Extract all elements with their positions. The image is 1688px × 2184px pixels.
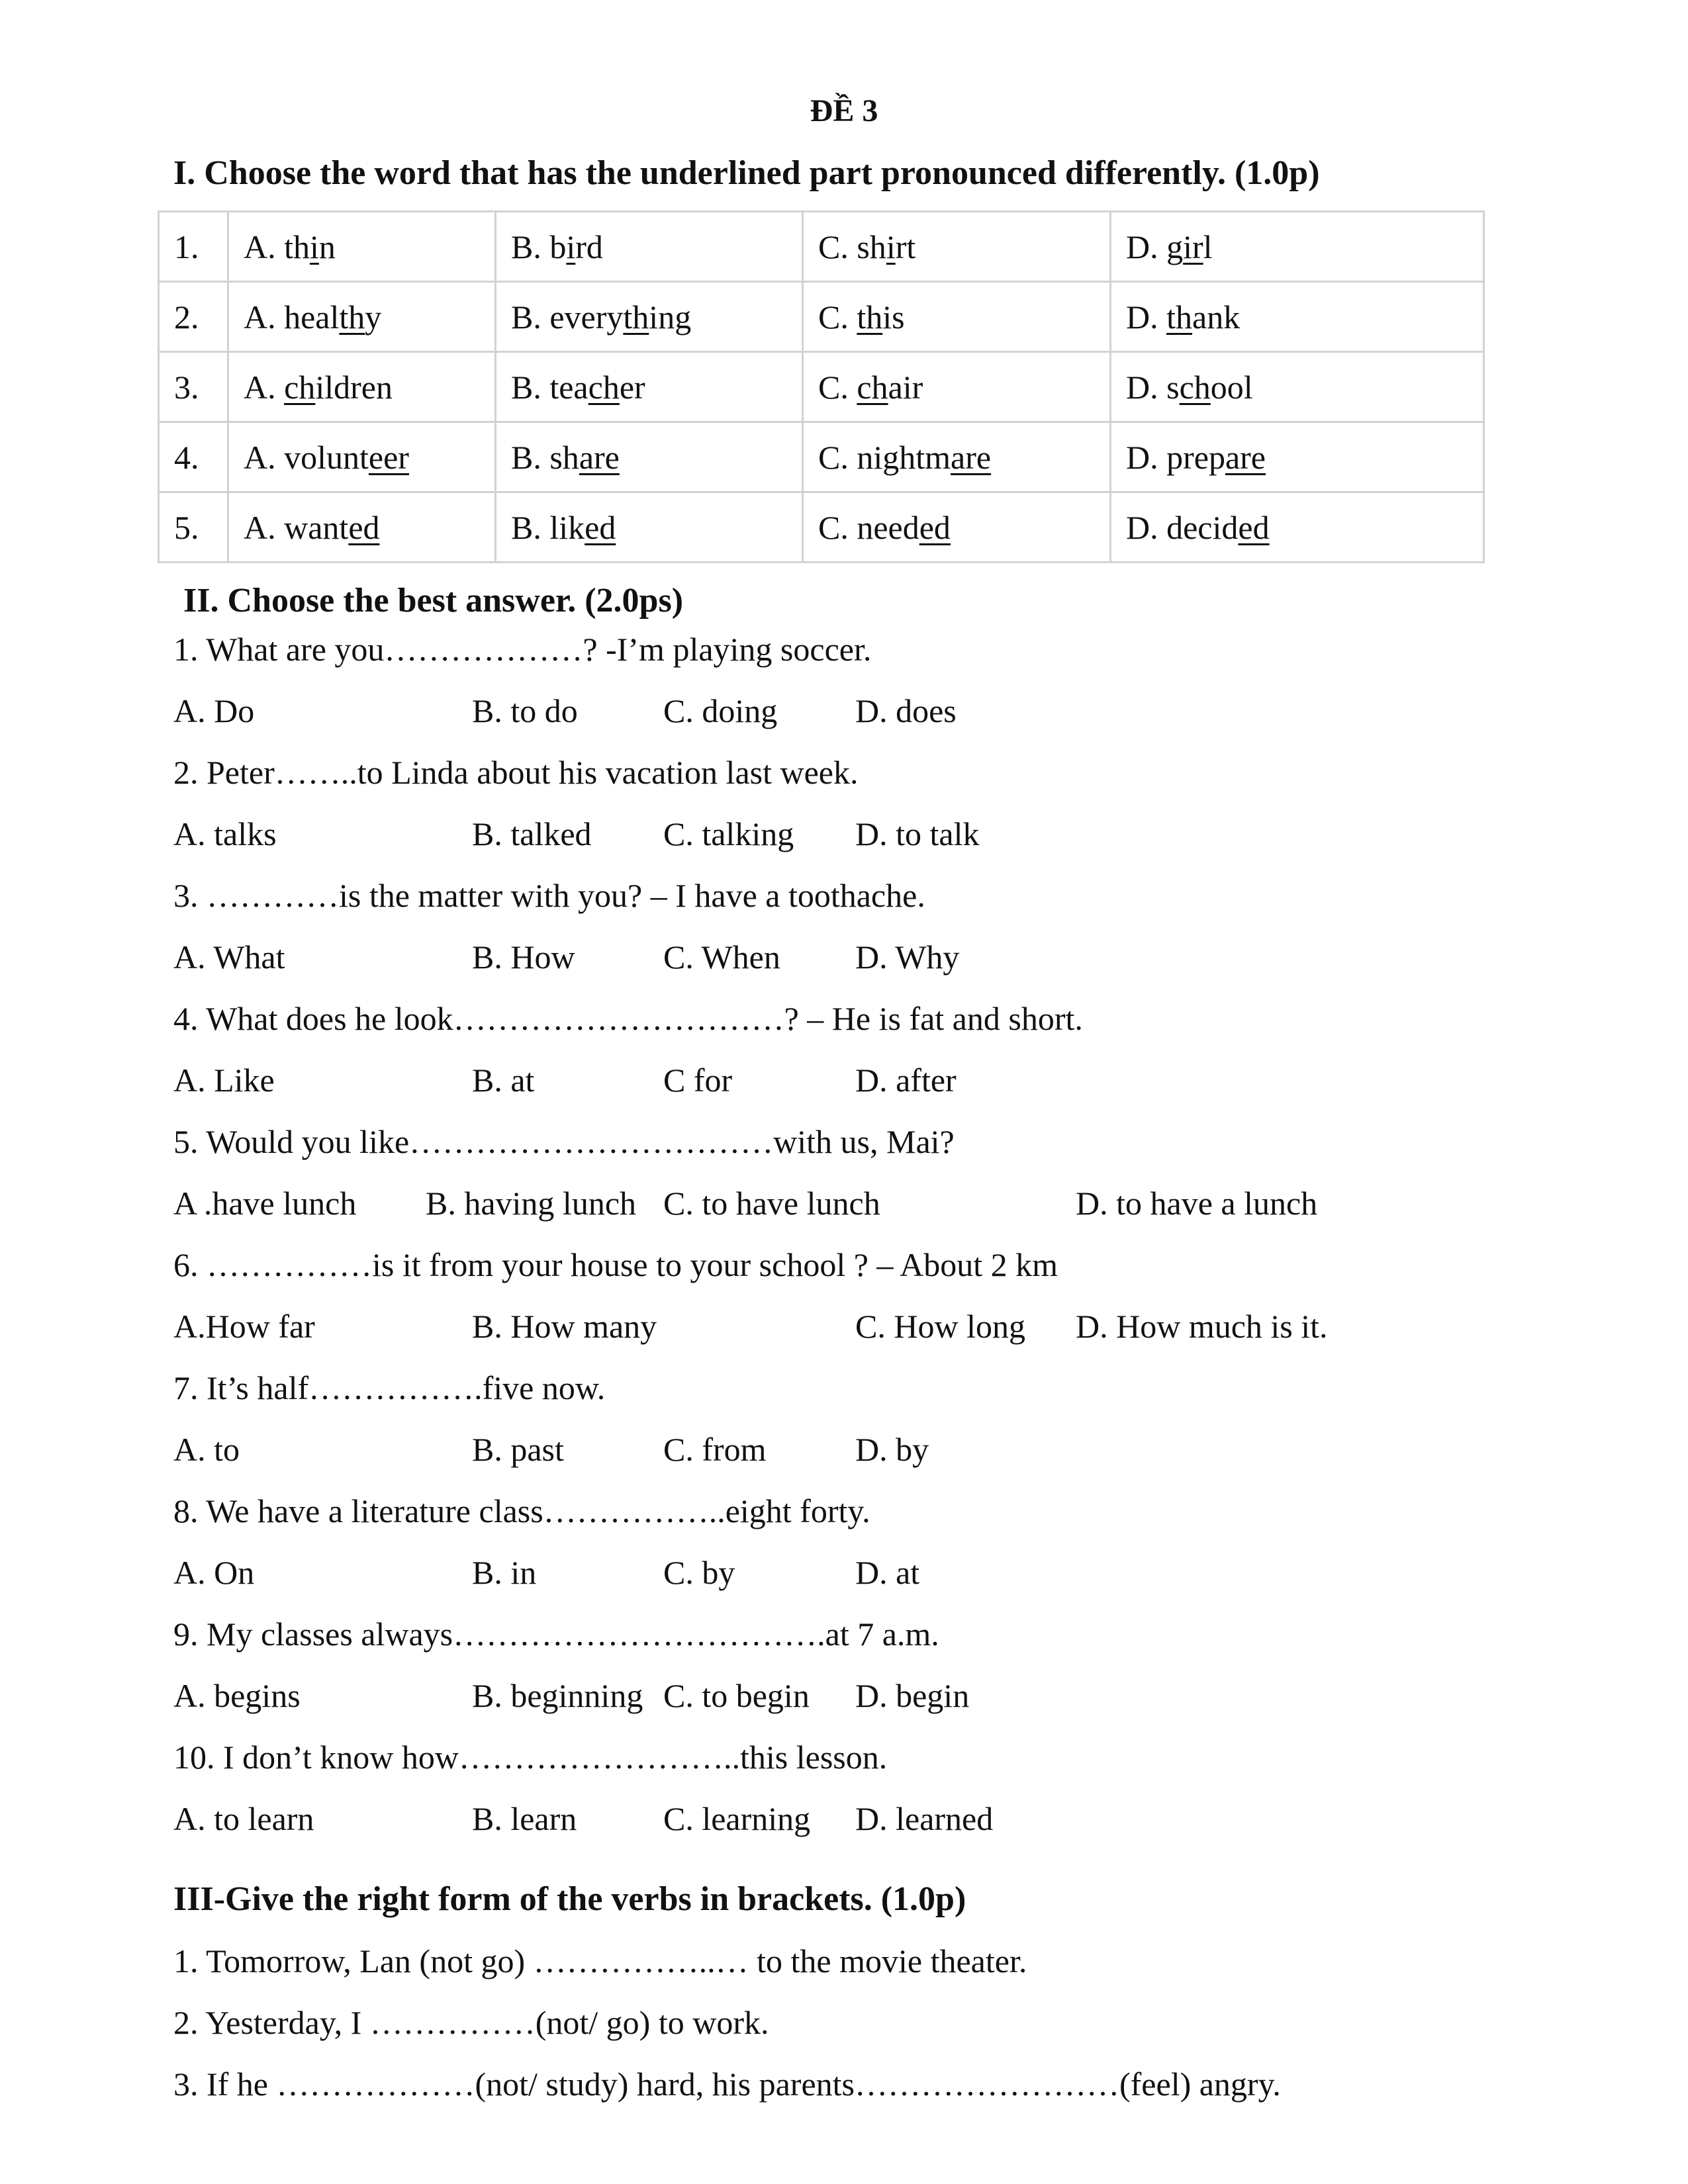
word-text: ool	[1210, 368, 1253, 406]
verb-exercise-item: 2. Yesterday, I ……………(not/ go) to work.	[173, 2004, 769, 2041]
word-text: C.	[818, 368, 857, 406]
answer-option-c: C. How long	[855, 1308, 1025, 1345]
word-option	[803, 212, 1111, 282]
underlined-part: are	[951, 438, 992, 476]
row-number: 4.	[159, 422, 228, 492]
word-text: D. prep	[1126, 438, 1225, 476]
word-text: l	[1203, 228, 1213, 265]
word-text: n	[318, 228, 336, 265]
underlined-part: i	[886, 228, 896, 265]
answer-option-b: B. in	[472, 1554, 537, 1591]
answer-option-a: A .have lunch	[173, 1185, 357, 1222]
word-option	[228, 422, 496, 492]
answer-option-a: A. talks	[173, 815, 277, 852]
word-text: rt	[895, 228, 916, 265]
question-text: 1. What are you………………? -I’m playing soccer.	[173, 631, 872, 668]
answer-option-c: C for	[663, 1062, 733, 1099]
answer-option-a: A. Like	[173, 1062, 275, 1099]
word-text: is	[882, 298, 905, 336]
underlined-part: ir	[1183, 228, 1203, 265]
answer-option-d: D. How much is it.	[1076, 1308, 1328, 1345]
word-text: C. need	[818, 508, 919, 546]
question-text: 6. ……………is it from your house to your school ? – About 2 km	[173, 1246, 1058, 1283]
answer-option-c: C. talking	[663, 815, 794, 852]
verb-exercise-item: 3. If he ………………(not/ study) hard, his parents……………………(feel) angry.	[173, 2066, 1281, 2103]
word-text: C.	[818, 298, 857, 336]
answer-option-a: A. to learn	[173, 1800, 314, 1837]
answer-option-d: D. by	[855, 1431, 929, 1468]
pronunciation-row	[159, 352, 1484, 422]
word-text: D.	[1126, 298, 1167, 336]
word-text: rd	[575, 228, 603, 265]
word-option	[228, 492, 496, 563]
word-text: ildren	[315, 368, 393, 406]
question-text: 5. Would you like……………………………with us, Mai?	[173, 1123, 955, 1160]
answer-option-a: A. Do	[173, 692, 255, 729]
underlined-part: ed	[1238, 508, 1270, 546]
underlined-part: th	[623, 298, 649, 336]
question-text: 3. …………is the matter with you? – I have a toothache.	[173, 877, 925, 914]
answer-option-d: D. to talk	[855, 815, 980, 852]
word-text: A. th	[244, 228, 310, 265]
underlined-part: eer	[368, 438, 409, 476]
word-option	[228, 352, 496, 422]
answer-option-c: C. When	[663, 938, 780, 976]
answer-option-a: A. to	[173, 1431, 240, 1468]
underlined-part: ed	[919, 508, 951, 546]
answer-option-d: D. at	[855, 1554, 920, 1591]
answer-option-c: C. to begin	[663, 1677, 810, 1714]
row-number: 2.	[159, 282, 228, 352]
answer-option-d: D. after	[855, 1062, 957, 1099]
word-option	[496, 492, 803, 563]
pronunciation-row	[159, 282, 1484, 352]
word-text: er	[619, 368, 645, 406]
underlined-part: i	[566, 228, 576, 265]
word-option	[1111, 212, 1484, 282]
answer-option-a: A.How far	[173, 1308, 315, 1345]
question-text: 7. It’s half…………….five now.	[173, 1369, 606, 1406]
section1-heading: I. Choose the word that has the underlined part pronounced differently. (1.0p)	[173, 154, 1320, 192]
word-text: A. want	[244, 508, 349, 546]
word-text: B. b	[511, 228, 567, 265]
underlined-part: ed	[585, 508, 616, 546]
word-option	[1111, 282, 1484, 352]
word-option	[803, 282, 1111, 352]
word-text: ank	[1192, 298, 1241, 336]
answer-option-b: B. How many	[472, 1308, 657, 1345]
word-option	[1111, 352, 1484, 422]
word-text: A. heal	[244, 298, 340, 336]
row-number: 3.	[159, 352, 228, 422]
section2-heading: II. Choose the best answer. (2.0ps)	[183, 582, 684, 619]
answer-option-c: C. by	[663, 1554, 735, 1591]
word-text: C. sh	[818, 228, 886, 265]
underlined-part: are	[1225, 438, 1266, 476]
word-option	[1111, 422, 1484, 492]
underlined-part: ch	[1179, 368, 1211, 406]
underlined-part: th	[339, 298, 365, 336]
underlined-part: i	[310, 228, 319, 265]
word-option	[803, 492, 1111, 563]
word-option	[803, 352, 1111, 422]
pronunciation-row	[159, 422, 1484, 492]
answer-option-d: D. Why	[855, 938, 960, 976]
row-number: 1.	[159, 212, 228, 282]
underlined-part: ch	[284, 368, 316, 406]
pronunciation-row	[159, 212, 1484, 282]
underlined-part: th	[1166, 298, 1193, 336]
word-text: D. g	[1126, 228, 1184, 265]
answer-option-b: B. learn	[472, 1800, 577, 1837]
word-option	[1111, 492, 1484, 563]
answer-option-a: A. begins	[173, 1677, 301, 1714]
underlined-part: ed	[348, 508, 380, 546]
word-option	[496, 422, 803, 492]
answer-option-b: B. past	[472, 1431, 564, 1468]
word-option	[228, 282, 496, 352]
word-text: B. lik	[511, 508, 585, 546]
question-text: 2. Peter……..to Linda about his vacation last week.	[173, 754, 859, 791]
word-text: ing	[649, 298, 692, 336]
word-text: B. every	[511, 298, 624, 336]
question-text: 8. We have a literature class……………..eight forty.	[173, 1492, 870, 1529]
word-text: y	[365, 298, 382, 336]
answer-option-a: A. What	[173, 938, 285, 976]
row-number: 5.	[159, 492, 228, 563]
answer-option-b: B. to do	[472, 692, 578, 729]
pronunciation-row	[159, 492, 1484, 563]
answer-option-b: B. having lunch	[426, 1185, 637, 1222]
word-text: C. nightm	[818, 438, 951, 476]
answer-option-d: D. to have a lunch	[1076, 1185, 1318, 1222]
answer-option-b: B. talked	[472, 815, 592, 852]
underlined-part: ch	[857, 368, 888, 406]
question-text: 9. My classes always…………………………….at 7 a.m.	[173, 1615, 939, 1653]
answer-option-d: D. begin	[855, 1677, 970, 1714]
underlined-part: th	[857, 298, 883, 336]
question-text: 10. I don’t know how……………………..this lesson.	[173, 1739, 888, 1776]
underlined-part: are	[579, 438, 620, 476]
word-option	[496, 352, 803, 422]
word-text: air	[888, 368, 923, 406]
answer-option-d: D. learned	[855, 1800, 994, 1837]
answer-option-c: C. learning	[663, 1800, 811, 1837]
answer-option-d: D. does	[855, 692, 957, 729]
word-option	[496, 212, 803, 282]
answer-option-c: C. to have lunch	[663, 1185, 880, 1222]
answer-option-a: A. On	[173, 1554, 255, 1591]
page-title: ĐỀ 3	[810, 93, 878, 128]
answer-option-c: C. from	[663, 1431, 767, 1468]
word-text: A.	[244, 368, 285, 406]
answer-option-b: B. How	[472, 938, 575, 976]
word-option	[228, 212, 496, 282]
word-text: B. sh	[511, 438, 579, 476]
answer-option-b: B. at	[472, 1062, 535, 1099]
answer-option-c: C. doing	[663, 692, 778, 729]
underlined-part: ch	[588, 368, 620, 406]
word-text: B. tea	[511, 368, 588, 406]
word-option	[496, 282, 803, 352]
word-text: A. volunt	[244, 438, 369, 476]
word-option	[803, 422, 1111, 492]
word-text: D. s	[1126, 368, 1180, 406]
question-text: 4. What does he look…………………………? – He is fat and short.	[173, 1000, 1083, 1037]
pronunciation-table	[158, 210, 1485, 563]
section3-heading: III-Give the right form of the verbs in brackets. (1.0p)	[173, 1880, 966, 1918]
word-text: D. decid	[1126, 508, 1239, 546]
answer-option-b: B. beginning	[472, 1677, 643, 1714]
verb-exercise-item: 1. Tomorrow, Lan (not go) ……………..… to the movie theater.	[173, 1942, 1027, 1979]
